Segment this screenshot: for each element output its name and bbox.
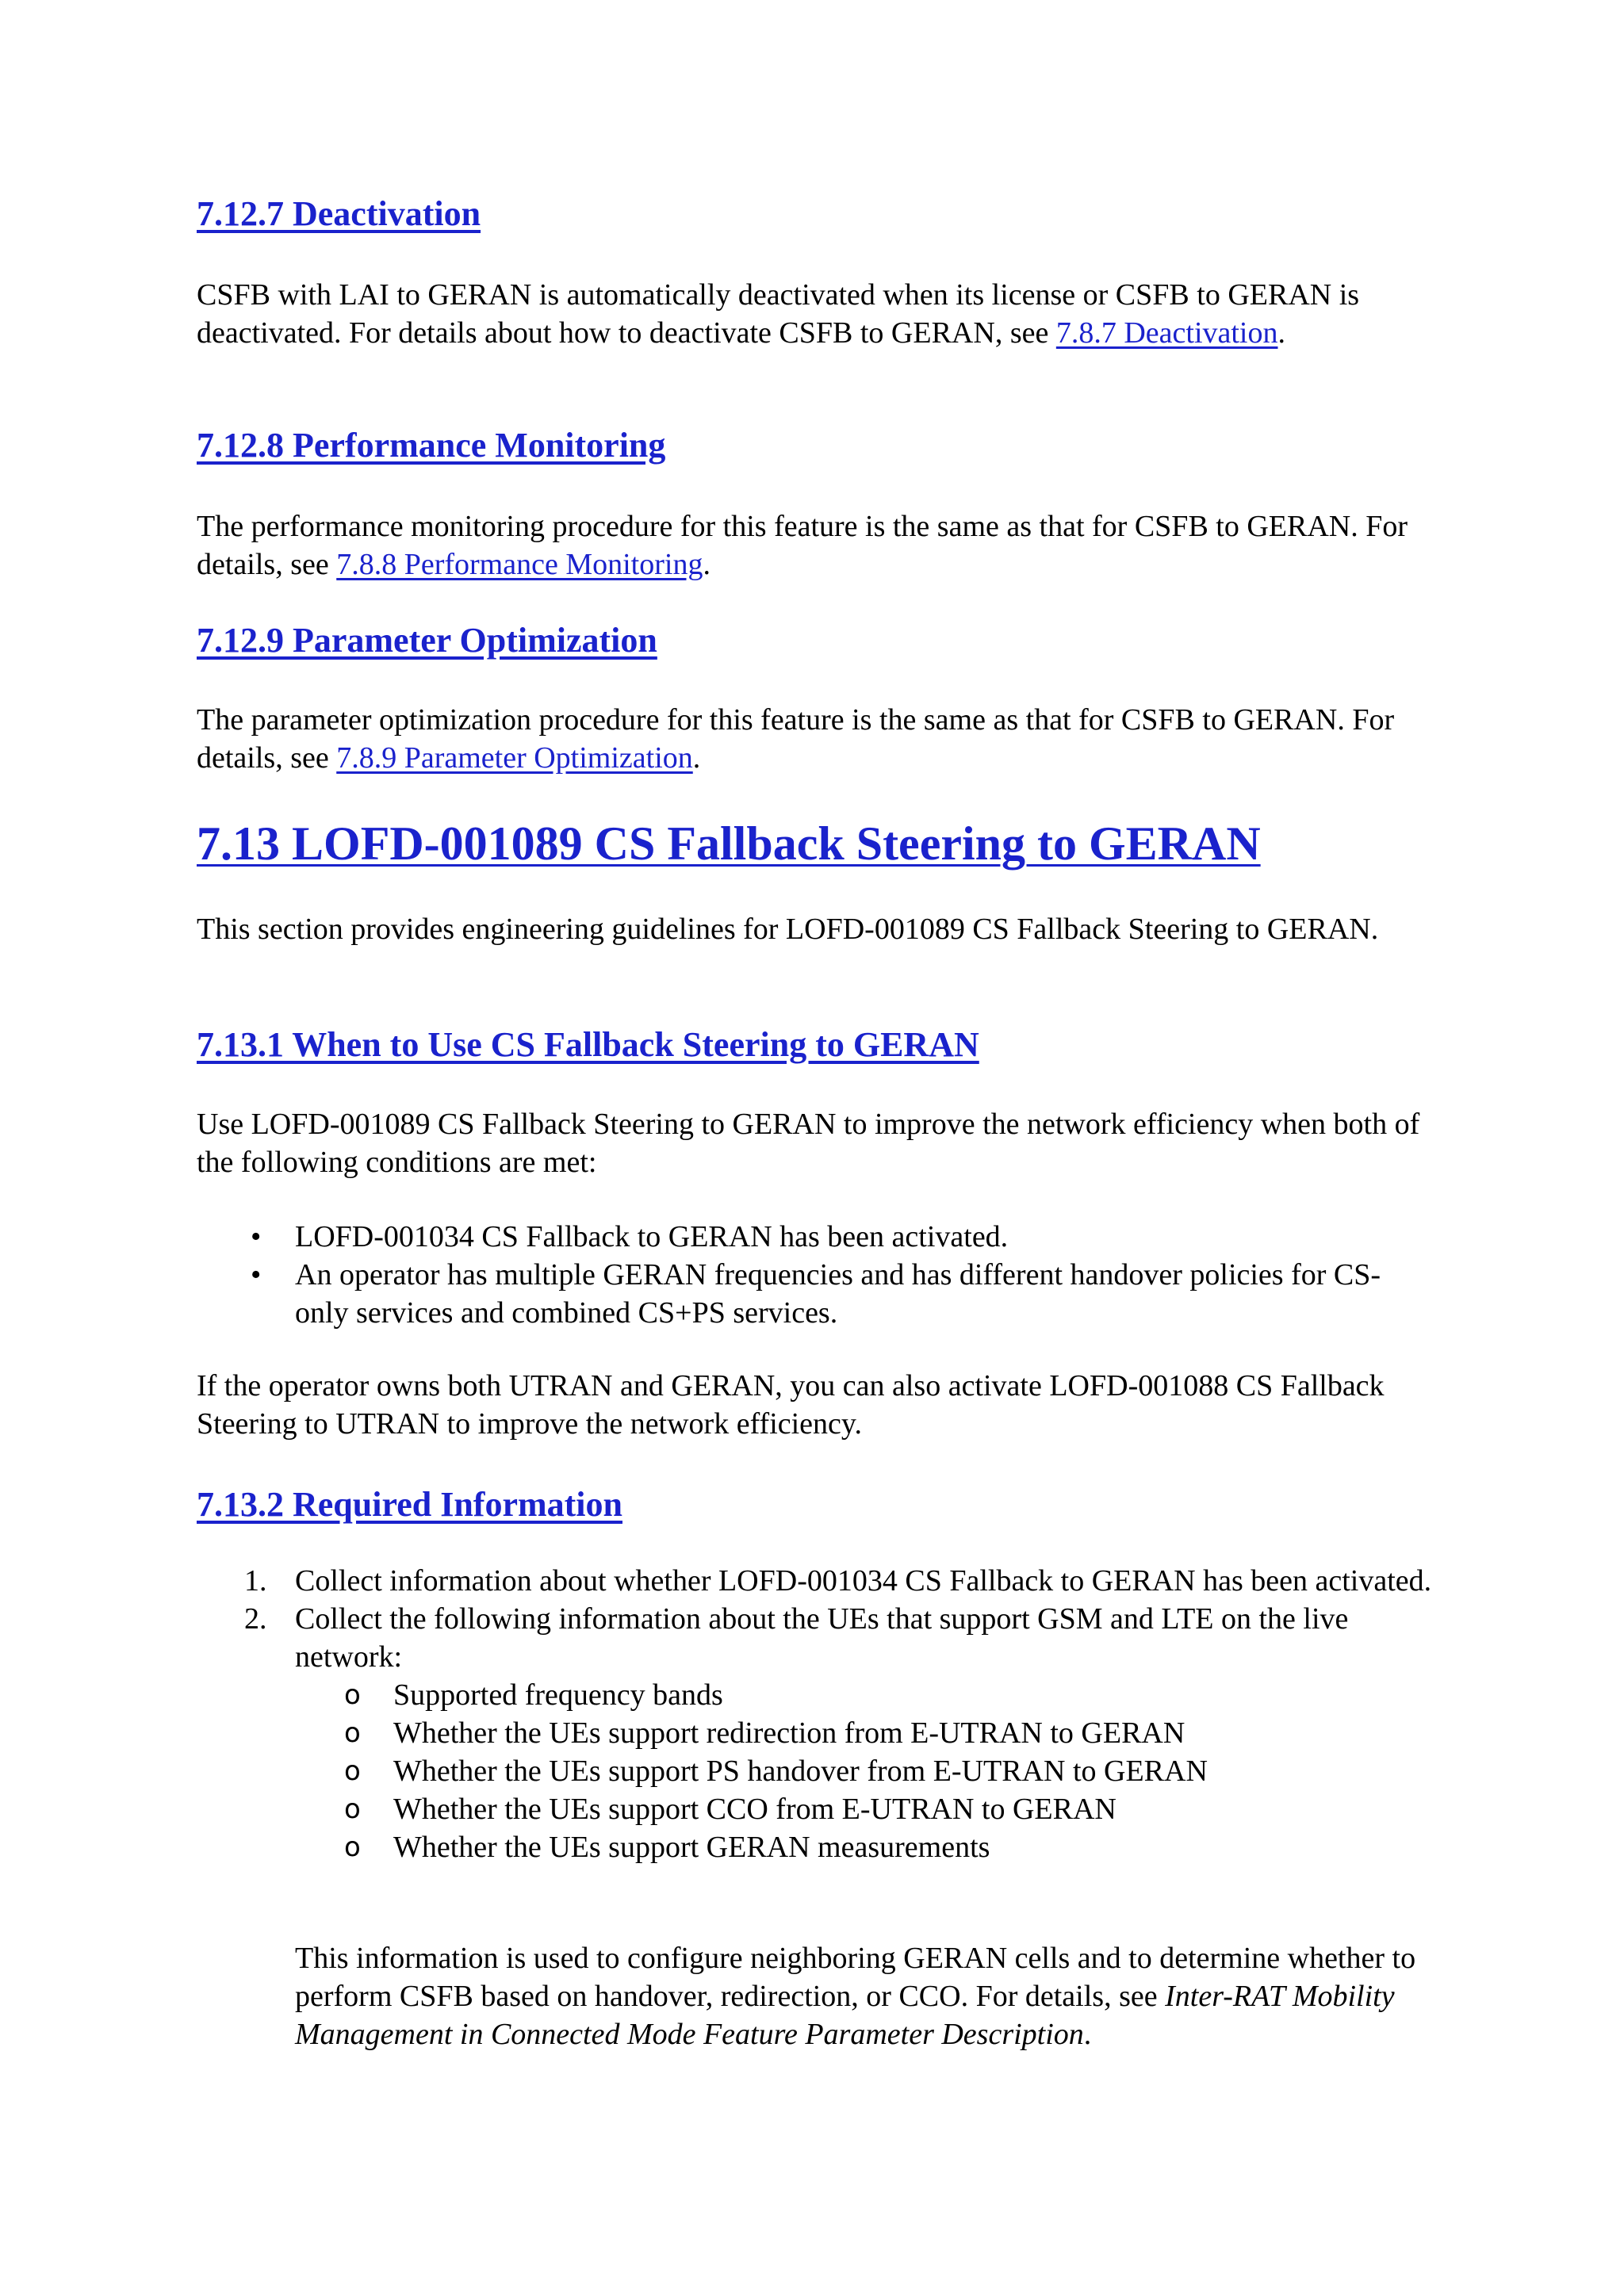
- link-7-8-8-performance-monitoring[interactable]: 7.8.8 Performance Monitoring: [336, 548, 703, 581]
- sub-list-item: o Whether the UEs support GERAN measurements: [295, 1828, 1434, 1866]
- bullet-icon: •: [251, 1220, 262, 1253]
- sub-list-item: o Whether the UEs support PS handover from E-UTRAN to GERAN: [295, 1752, 1434, 1790]
- paragraph-7-13-2-note: This information is used to configure neighboring GERAN cells and to determine whether to perform CSFB based on handover, redirection, or CCO. For details, see Inter-RAT Mobility Management in Connected Mode Feature Parameter Description.: [295, 1942, 1416, 2051]
- link-7-8-9-parameter-optimization[interactable]: 7.8.9 Parameter Optimization: [336, 741, 693, 775]
- circle-bullet-icon: o: [344, 1717, 361, 1749]
- document-title: Inter-RAT Mobility Management in Connected Mode Feature Parameter Description: [295, 1980, 1395, 2051]
- paragraph-7-12-7: CSFB with LAI to GERAN is automatically deactivated when its license or CSFB to GERAN is deactivated. For details about how to deactivate CSFB to GERAN, see 7.8.7 Deactivation.: [197, 278, 1360, 350]
- paragraph-7-12-9: The parameter optimization procedure for this feature is the same as that for CSFB to GERAN. For details, see 7.8.9 Parameter Optimization.: [197, 703, 1395, 775]
- sub-list-item: o Supported frequency bands: [295, 1676, 1434, 1714]
- heading-7-12-7[interactable]: 7.12.7 Deactivation: [197, 194, 481, 233]
- ue-capabilities-sublist: [295, 1676, 1434, 1866]
- step-number: 2.: [244, 1602, 267, 1636]
- list-item: 1. Collect information about whether LOFD-001034 CS Fallback to GERAN has been activated.: [197, 1562, 1434, 1600]
- conditions-list: [197, 1218, 1434, 1332]
- sub-list-item: o Whether the UEs support CCO from E-UTRAN to GERAN: [295, 1790, 1434, 1828]
- list-item: 2. Collect the following information about the UEs that support GSM and LTE on the live network: o Supported frequency bands o Whether the UEs support redirection from E-UTRAN to GERAN o Whether the UEs support PS handover from E-UTRAN to GERAN o Whether the UEs support CCO from E-UTRAN to GERAN o Whether the UEs support GERAN measurements: [197, 1600, 1434, 1866]
- sub-list-item: o Whether the UEs support redirection from E-UTRAN to GERAN: [295, 1714, 1434, 1752]
- paragraph-text: The performance monitoring procedure for this feature is the same as that for CSFB to GERAN. For details, see: [197, 510, 1408, 581]
- heading-7-13[interactable]: 7.13 LOFD-001089 CS Fallback Steering to GERAN: [197, 817, 1261, 870]
- circle-bullet-icon: o: [344, 1679, 361, 1711]
- heading-7-12-9[interactable]: 7.12.9 Parameter Optimization: [197, 621, 657, 660]
- link-7-8-7-deactivation[interactable]: 7.8.7 Deactivation: [1055, 316, 1278, 350]
- circle-bullet-icon: o: [344, 1793, 361, 1825]
- list-item: • An operator has multiple GERAN frequencies and has different handover policies for CS-only services and combined CS+PS services.: [197, 1256, 1434, 1332]
- circle-bullet-icon: o: [344, 1831, 361, 1863]
- paragraph-text: The parameter optimization procedure for this feature is the same as that for CSFB to GERAN. For details, see: [197, 703, 1395, 775]
- paragraph-text: CSFB with LAI to GERAN is automatically deactivated when its license or CSFB to GERAN is deactivated. For details about how to deactivate CSFB to GERAN, see: [197, 278, 1360, 350]
- paragraph-7-13-intro: This section provides engineering guidelines for LOFD-001089 CS Fallback Steering to GERAN.: [197, 913, 1379, 946]
- paragraph-7-12-8: The performance monitoring procedure for this feature is the same as that for CSFB to GERAN. For details, see 7.8.8 Performance Monitoring.: [197, 510, 1408, 581]
- bullet-icon: •: [251, 1258, 262, 1292]
- paragraph-7-13-1-outro: If the operator owns both UTRAN and GERAN, you can also activate LOFD-001088 CS Fallback Steering to UTRAN to improve the network efficiency.: [197, 1369, 1385, 1441]
- step-number: 1.: [244, 1564, 267, 1598]
- paragraph-7-13-1-intro: Use LOFD-001089 CS Fallback Steering to GERAN to improve the network efficiency when both of the following conditions are met:: [197, 1108, 1420, 1179]
- heading-7-13-1[interactable]: 7.13.1 When to Use CS Fallback Steering to GERAN: [197, 1025, 979, 1064]
- heading-7-13-2[interactable]: 7.13.2 Required Information: [197, 1485, 622, 1524]
- list-item: • LOFD-001034 CS Fallback to GERAN has been activated.: [197, 1218, 1434, 1256]
- steps-list: [197, 1562, 1434, 1866]
- heading-7-12-8[interactable]: 7.12.8 Performance Monitoring: [197, 426, 666, 465]
- circle-bullet-icon: o: [344, 1755, 361, 1787]
